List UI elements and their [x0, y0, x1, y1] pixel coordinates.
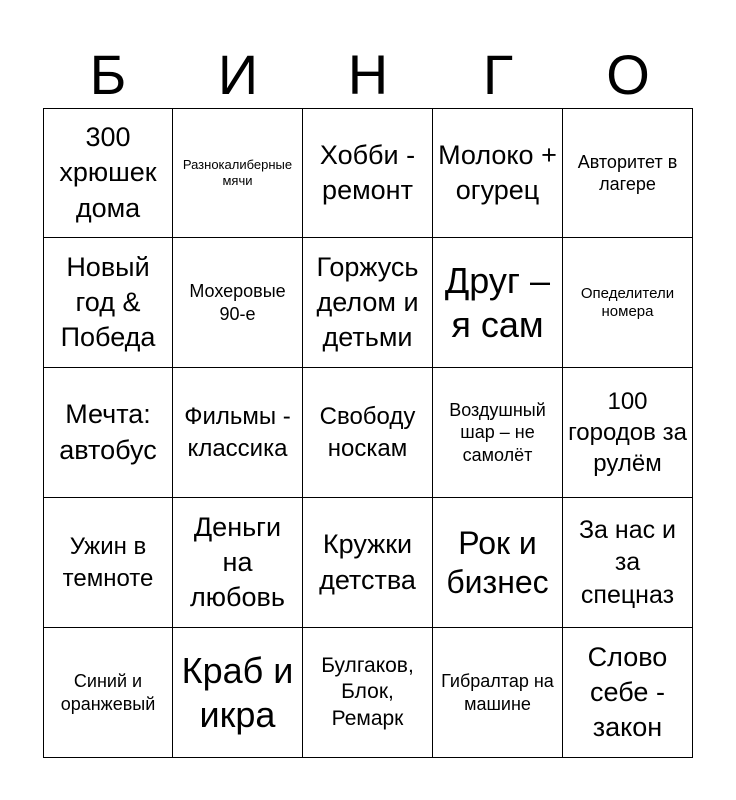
cell-text: Опеделители номера: [580, 284, 675, 320]
bingo-cell[interactable]: [563, 108, 693, 238]
cell-text: Горжусь делом и детьми: [316, 251, 419, 353]
cell-text: Друг – я сам: [444, 260, 551, 345]
bingo-cell[interactable]: [303, 108, 433, 238]
bingo-cell[interactable]: [433, 238, 563, 368]
bingo-cell[interactable]: [303, 498, 433, 628]
bingo-cell[interactable]: [433, 628, 563, 758]
cell-text: За нас и за спецназ: [578, 515, 677, 609]
cell-text: Булгаков, Блок, Ремарк: [321, 654, 414, 730]
cell-text: Воздушный шар – не самолёт: [449, 399, 546, 465]
cell-text: Фильмы - классика: [184, 403, 291, 462]
bingo-cell[interactable]: [303, 238, 433, 368]
bingo-cell[interactable]: [173, 108, 303, 238]
cell-text: Ужин в темноте: [62, 533, 154, 592]
cell-text: Слово себе - закон: [587, 641, 668, 743]
cell-text: Рок и бизнес: [446, 525, 549, 600]
cell-text: Разнокалиберные мячи: [182, 157, 293, 188]
cell-text: 100 городов за рулём: [568, 387, 687, 478]
bingo-cell[interactable]: [303, 368, 433, 498]
bingo-cell[interactable]: [43, 108, 173, 238]
bingo-cell[interactable]: [433, 368, 563, 498]
bingo-cell[interactable]: [43, 238, 173, 368]
header-letter-b: Б: [89, 43, 127, 106]
bingo-cell[interactable]: [563, 238, 693, 368]
bingo-cell[interactable]: [563, 368, 693, 498]
header-letter-i: И: [217, 43, 259, 106]
bingo-cell[interactable]: [173, 498, 303, 628]
bingo-cell[interactable]: [563, 628, 693, 758]
cell-text: Молоко + огурец: [438, 139, 557, 205]
bingo-cell[interactable]: [43, 368, 173, 498]
bingo-cell[interactable]: [563, 498, 693, 628]
bingo-cell[interactable]: [173, 238, 303, 368]
bingo-card-grid: [43, 108, 693, 758]
cell-text: Мохеровые 90-е: [189, 281, 286, 324]
cell-text: Деньги на любовь: [190, 511, 285, 613]
bingo-cell[interactable]: [173, 368, 303, 498]
bingo-cell[interactable]: [303, 628, 433, 758]
cell-text: Мечта: автобус: [59, 399, 157, 465]
cell-text: 300 хрюшек дома: [59, 122, 157, 223]
bingo-cell[interactable]: [43, 628, 173, 758]
bingo-cell[interactable]: [433, 498, 563, 628]
header-letter-g: Г: [482, 43, 514, 106]
cell-text: Гибралтар на машине: [441, 671, 554, 714]
cell-text: Новый год & Победа: [60, 251, 156, 353]
bingo-cell[interactable]: [43, 498, 173, 628]
cell-text: Кружки детства: [319, 529, 416, 595]
header-letter-n: Н: [347, 43, 389, 106]
cell-text: Синий и оранжевый: [60, 671, 156, 714]
bingo-cell[interactable]: [433, 108, 563, 238]
cell-text: Краб и икра: [181, 650, 294, 735]
cell-text: Авторитет в лагере: [577, 151, 678, 194]
cell-text: Свободу носкам: [319, 403, 416, 462]
cell-text: Хобби - ремонт: [319, 139, 416, 205]
bingo-header: [43, 42, 693, 108]
bingo-cell[interactable]: [173, 628, 303, 758]
header-letter-o: О: [606, 43, 650, 106]
